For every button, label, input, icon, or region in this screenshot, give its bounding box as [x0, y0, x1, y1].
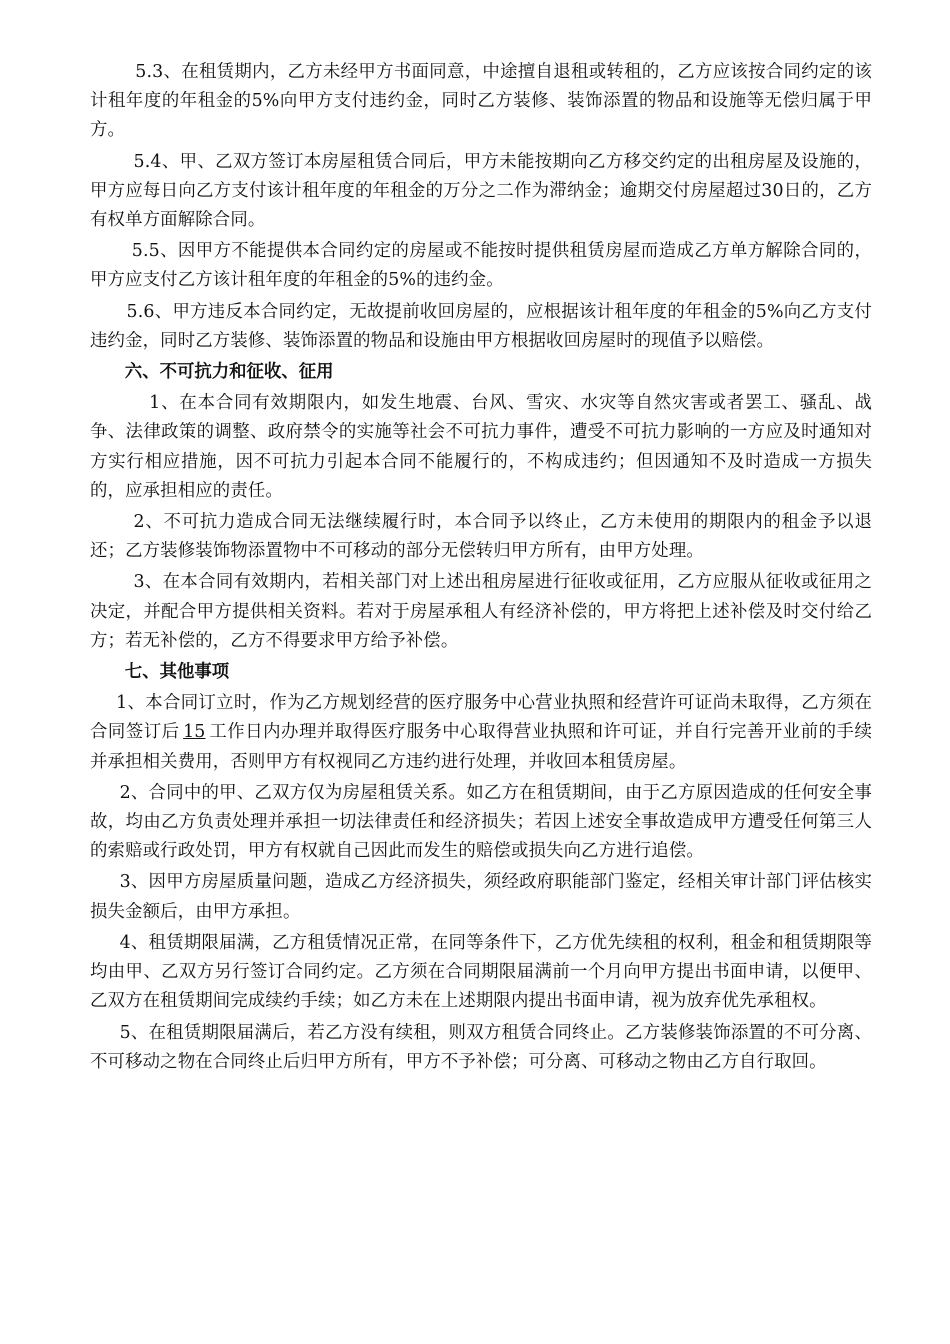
force-majeure-item-1: 1、在本合同有效期限内，如发生地震、台风、雪灾、水灾等自然灾害或者罢工、骚乱、战争、法律政策的调整、政府禁令的实施等社会不可抗力事件，遭受不可抗力影响的一方应及时通知对方实行相应措施，因不可抗力引起本合同不能履行的，不构成违约；但因通知不及时造成一方损失的，应承担相应的责任。 — [90, 393, 872, 501]
clause-5-6: 5.6、甲方违反本合同约定，无故提前收回房屋的，应根据该计租年度的年租金的5%向乙方支付违约金，同时乙方装修、装饰添置的物品和设施由甲方根据收回房屋时的现值予以赔偿。 — [90, 301, 872, 351]
item-1-text-end: 工作日内办理并取得医疗服务中心取得营业执照和许可证，并自行完善开业前的手续并承担相关费用，否则甲方有权视同乙方违约进行处理，并收回本租赁房屋。 — [90, 722, 872, 772]
item-1-text-start: 1、本合同订立时，作为乙方规划经营的医疗服务中心营业执照和经营许可证尚未取得，乙方须在合同签订后 — [90, 693, 872, 743]
other-matters-item-3: 3、因甲方房屋质量问题，造成乙方经济损失，须经政府职能部门鉴定，经相关审计部门评估核实损失金额后，由甲方承担。 — [90, 872, 872, 922]
section-6-heading: 六、不可抗力和征收、征用 — [124, 362, 334, 383]
clause-5-3: 5.3、在租赁期内，乙方未经甲方书面同意，中途擅自退租或转租的，乙方应该按合同约定的该计租年度的年租金的5%向甲方支付违约金，同时乙方装修、装饰添置的物品和设施等无偿归属于甲方。 — [90, 62, 872, 141]
working-days-blank: 15 — [183, 722, 206, 743]
force-majeure-item-2: 2、不可抗力造成合同无法继续履行时，本合同予以终止，乙方未使用的期限内的租金予以退还；乙方装修装饰物添置物中不可移动的部分无偿转归甲方所有，由甲方处理。 — [90, 512, 872, 562]
other-matters-item-2: 2、合同中的甲、乙双方仅为房屋租赁关系。如乙方在租赁期间，由于乙方原因造成的任何安全事故，均由乙方负责处理并承担一切法律责任和经济损失；若因上述安全事故造成甲方遭受任何第三人的索赔或行政处罚，甲方有权就自己因此而发生的赔偿或损失向乙方进行追偿。 — [90, 782, 872, 862]
other-matters-item-5: 5、在租赁期限届满后，若乙方没有续租，则双方租赁合同终止。乙方装修装饰添置的不可分离、不可移动之物在合同终止后归甲方所有，甲方不予补偿；可分离、可移动之物由乙方自行取回。 — [90, 1022, 872, 1072]
contract-page — [90, 58, 872, 1079]
clause-5-5: 5.5、因甲方不能提供本合同约定的房屋或不能按时提供租赁房屋而造成乙方单方解除合同的，甲方应支付乙方该计租年度的年租金的5%的违约金。 — [90, 241, 872, 291]
other-matters-item-1 — [90, 689, 872, 777]
clause-5-4: 5.4、甲、乙双方签订本房屋租赁合同后，甲方未能按期向乙方移交约定的出租房屋及设施的，甲方应每日向乙方支付该计租年度的年租金的万分之二作为滞纳金；逾期交付房屋超过30日的，乙方有权单方面解除合同。 — [90, 151, 872, 231]
section-7-heading: 七、其他事项 — [124, 662, 230, 683]
force-majeure-item-3: 3、在本合同有效期内，若相关部门对上述出租房屋进行征收或征用，乙方应服从征收或征用之决定，并配合甲方提供相关资料。若对于房屋承租人有经济补偿的，甲方将把上述补偿及时交付给乙方；若无补偿的，乙方不得要求甲方给予补偿。 — [90, 572, 872, 651]
other-matters-item-4: 4、租赁期限届满，乙方租赁情况正常，在同等条件下，乙方优先续租的权利，租金和租赁期限等均由甲、乙双方另行签订合同约定。乙方须在合同期限届满前一个月向甲方提出书面申请，以便甲、乙双方在租赁期间完成续约手续；如乙方未在上述期限内提出书面申请，视为放弃优先承租权。 — [90, 932, 872, 1012]
